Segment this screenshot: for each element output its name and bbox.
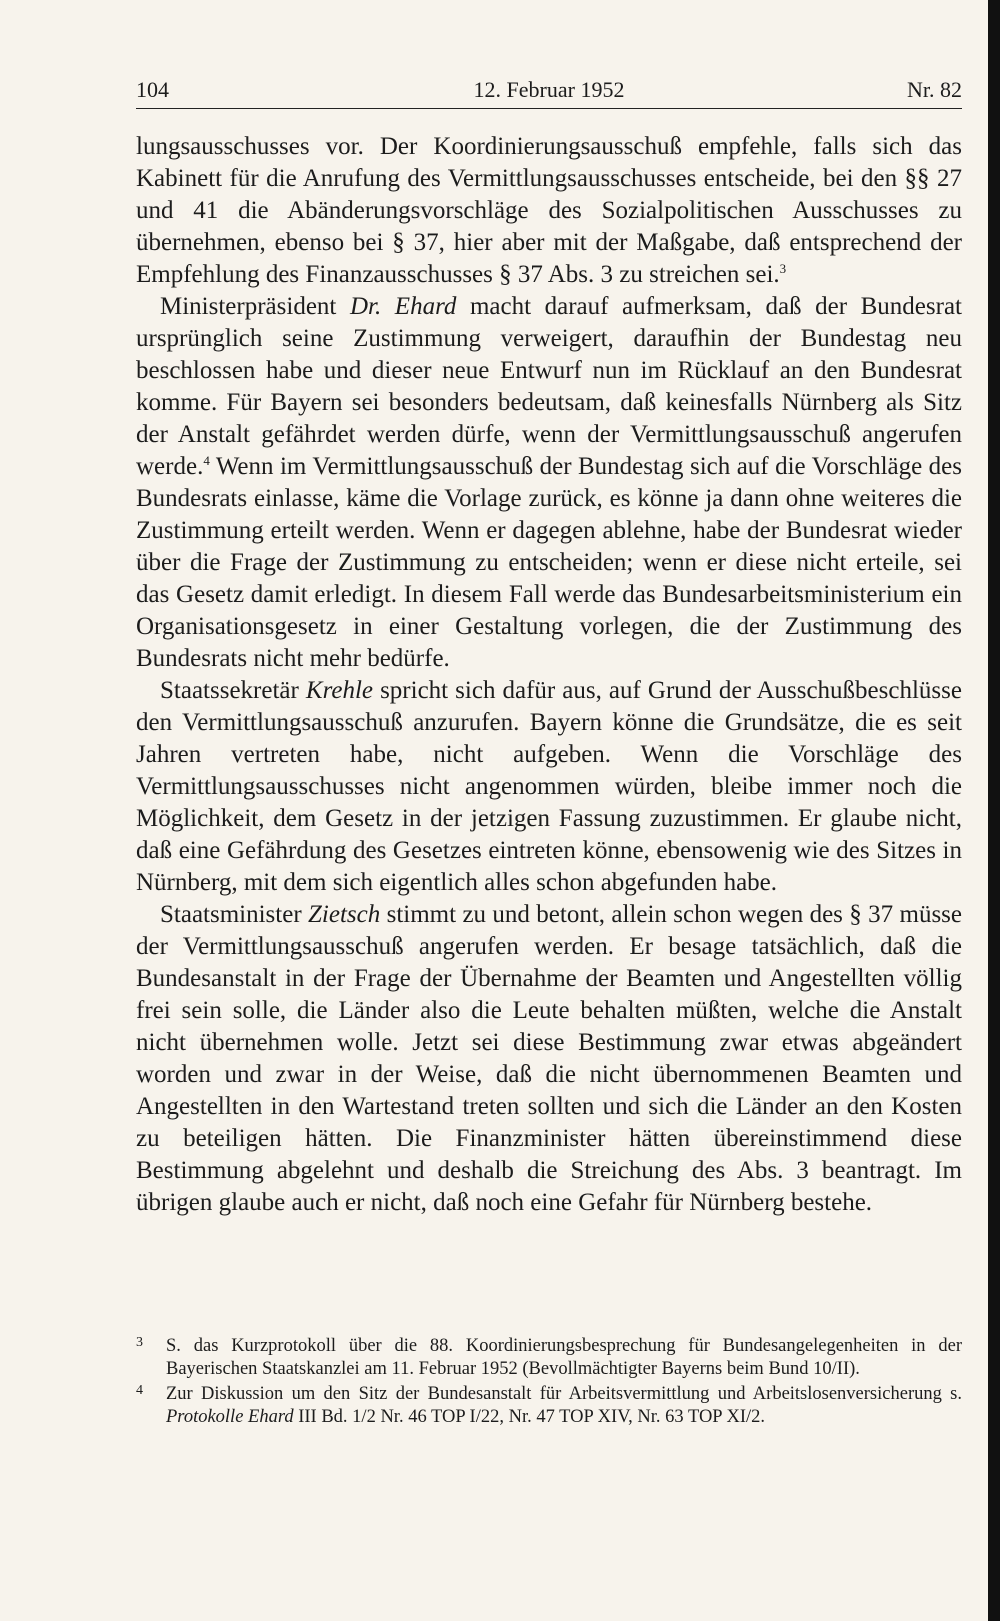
page-header [136,74,962,106]
italic-name: Protokolle Ehard [166,1407,294,1427]
text-run: Staatssekretär [160,677,306,704]
italic-name: Krehle [305,677,374,704]
footnote-text [166,1384,962,1427]
text-run: S. das Kurzprotokoll über die 88. Koordinierungsbesprechung für Bundesangelegenheiten in der Bayerischen Staatskanzlei am 11. Februar 1952 (Bevollmächtigter Bayerns beim Bund 10/II). [166,1336,962,1379]
footnote [136,1335,962,1381]
header-rule [136,108,962,109]
document-number: Nr. 82 [907,77,962,102]
footnote-mark: 3 [136,1335,143,1350]
header-date: 12. Februar 1952 [473,77,625,102]
paragraph [136,131,962,291]
italic-name: Zietsch [308,901,381,928]
footnote [136,1383,962,1429]
text-run: stimmt zu und betont, allein schon wegen des § 37 müsse der Vermittlungsausschuß angerufen werden. Er besage tatsächlich, daß die Bundesanstalt in der Frage der Übernahme der Beamten und Angestellten völlig frei sein solle, die Länder also die Leute behalten müßten, welche die Anstalt nicht übernehmen wolle. Jetzt sei diese Bestimmung zwar etwas abgeändert worden und zwar in der Weise, daß die nicht übernommenen Beamten und Angestellten in den Wartestand treten sollten und sich die Länder an den Kosten zu beteiligen hätten. Die Finanzminister hätten übereinstimmend diese Bestimmung abgelehnt und deshalb die Streichung des Abs. 3 beantragt. Im übrigen glaube auch er nicht, daß noch eine Gefahr für Nürnberg bestehe. [136,901,963,1216]
text-run: Staatsminister [160,901,309,928]
text-run: Wenn im Vermittlungsausschuß der Bundestag sich auf die Vorschläge des Bundesrats einlasse, käme die Vorlage zurück, es könne ja dann ohne weiteres die Zustimmung erteilt werden. Wenn er dagegen ablehne, habe der Bundesrat wieder über die Frage der Zustimmung zu entscheiden; wenn er diese nicht erteile, sei das Gesetz damit erledigt. In diesem Fall werde das Bundesarbeitsministerium ein Organisationsgesetz in einer Gestaltung vorlegen, die der Zustimmung des Bundesrats nicht mehr bedürfe. [136,453,962,672]
footnotes [136,1335,962,1431]
text-run: spricht sich dafür aus, auf Grund der Ausschußbeschlüsse den Vermittlungsausschuß anzurufen. Bayern könne die Grundsätze, die es seit Jahren vertreten habe, nicht aufgeben. Wenn die Vorschläge des Vermittlungsausschusses nicht angenommen würden, bleibe immer noch die Möglichkeit, dem Gesetz in der jetzigen Fassung zuzustimmen. Er glaube nicht, daß eine Gefährdung des Gesetzes eintreten könne, ebensowenig wie des Sitzes in Nürnberg, mit dem sich eigentlich alles schon abgefunden habe. [136,677,962,896]
paragraph [136,899,962,1219]
scan-edge [988,0,1000,1621]
footnote-ref: 4 [203,453,210,468]
text-run: Zur Diskussion um den Sitz der Bundesanstalt für Arbeitsvermittlung und Arbeitslosenversicherung s. [166,1384,962,1404]
footnote-text [166,1336,962,1379]
text-run: lungsausschusses vor. Der Koordinierungsausschuß empfehle, falls sich das Kabinett für die Anrufung des Vermittlungsausschusses entscheide, bei den §§ 27 und 41 die Abänderungsvorschläge des Sozialpolitischen Ausschusses zu übernehmen, ebenso bei § 37, hier aber mit der Maßgabe, daß entsprechend der Empfehlung des Finanzausschusses § 37 Abs. 3 zu streichen sei. [136,133,962,288]
page-number: 104 [136,77,169,102]
footnote-mark: 4 [136,1383,143,1398]
text-run: macht darauf aufmerksam, daß der Bundesrat ursprünglich seine Zustimmung verweigert, daraufhin der Bundestag neu beschlossen habe und dieser neue Entwurf nun im Rücklauf an den Bundesrat komme. Für Bayern sei besonders bedeutsam, daß keinesfalls Nürnberg als Sitz der Anstalt gefährdet werden dürfe, wenn der Vermittlungsausschuß angerufen werde. [136,293,962,480]
paragraph [136,675,962,899]
text-run: III Bd. 1/2 Nr. 46 TOP I/22, Nr. 47 TOP XIV, Nr. 63 TOP XI/2. [293,1407,766,1427]
footnote-ref: 3 [779,261,787,276]
body-text [136,131,962,1219]
paragraph [136,291,962,675]
text-run: Ministerpräsident [160,293,350,320]
italic-name: Dr. Ehard [349,293,457,320]
